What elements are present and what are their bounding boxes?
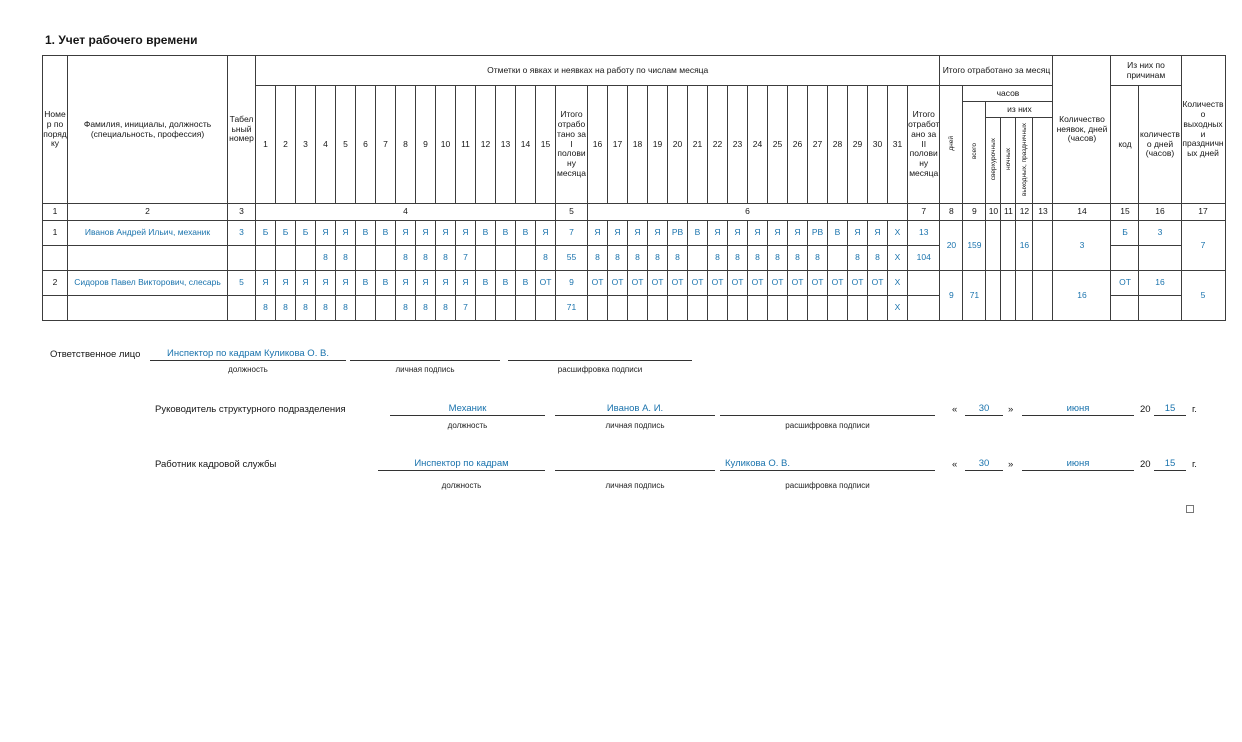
attendance-mark-cell: Я [848,221,868,246]
responsible-signature-line [350,346,500,361]
date-year-line: 15 [1154,401,1186,416]
attendance-mark-cell: В [476,271,496,296]
attendance-mark-cell: ОТ [668,271,688,296]
hours-cell [376,246,396,271]
hours-cell: 8 [788,246,808,271]
colnum-cell: 12 [1016,204,1033,221]
colnum-cell: 6 [588,204,908,221]
col-header-absences: Количество неявок, дней (часов) [1053,56,1111,204]
hours-cell: 8 [768,246,788,271]
employee-name-spacer [68,296,228,321]
attendance-mark-cell: Я [296,271,316,296]
tab-number-spacer [228,296,256,321]
attendance-mark-cell: Я [316,221,336,246]
attendance-mark-cell: В [496,221,516,246]
responsible-label: Ответственное лицо [50,349,141,360]
attendance-mark-cell: Я [628,221,648,246]
hours-cell [768,296,788,321]
month-hours: 159 [963,221,986,271]
attendance-mark-cell: ОТ [748,271,768,296]
colnum-cell: 5 [556,204,588,221]
attendance-mark-cell: Я [416,271,436,296]
hours-cell: 8 [436,296,456,321]
colnum-cell: 9 [963,204,986,221]
attendance-mark-cell: ОТ [728,271,748,296]
night-hours-value [1001,271,1016,321]
hours-cell [256,246,276,271]
day-number-cell: 15 [536,86,556,204]
colnum-cell: 10 [986,204,1001,221]
day-number-cell: 30 [868,86,888,204]
second-half-total-days: 13 [908,221,940,246]
tab-number: 5 [228,271,256,296]
col-header-hours-total [963,102,986,204]
attendance-mark-cell: ОТ [828,271,848,296]
hours-cell [828,246,848,271]
attendance-mark-cell: Я [276,271,296,296]
hours-cell [608,296,628,321]
attendance-mark-cell: В [496,271,516,296]
hours-cell [848,296,868,321]
attendance-mark-cell: Я [536,221,556,246]
attendance-mark-cell: В [476,221,496,246]
transcript-sublabel: расшифровка подписи [785,421,870,430]
hours-cell: 8 [276,296,296,321]
section-title: 1. Учет рабочего времени [45,33,198,47]
attendance-mark-cell: В [828,221,848,246]
signature-sublabel: личная подпись [605,481,665,490]
col-header-of-them: из них [986,102,1053,118]
colnum-cell: 17 [1181,204,1225,221]
attendance-mark-cell: Я [728,221,748,246]
date-close-quote: » [1008,404,1014,415]
corner-box [1186,505,1194,513]
attendance-mark-cell: Я [788,221,808,246]
date-close-quote: » [1008,459,1014,470]
col-header-code: код [1111,86,1139,204]
row-ordinal: 1 [43,221,68,246]
hours-cell: 8 [416,296,436,321]
night-vertical-label: ночных [1004,148,1012,171]
hours-cell: 8 [396,296,416,321]
signature-sublabel: личная подпись [395,365,455,374]
attendance-mark-cell: ОТ [848,271,868,296]
hours-cell [476,296,496,321]
weekend-days-value: 5 [1181,271,1225,321]
date-open-quote: « [952,459,958,470]
position-sublabel: должность [447,421,488,430]
hours-cell: 8 [808,246,828,271]
month-days: 9 [940,271,963,321]
day-number-cell: 17 [608,86,628,204]
position-sublabel: должность [228,365,268,374]
day-number-cell: 16 [588,86,608,204]
attendance-mark-cell: Я [336,271,356,296]
day-number-cell: 7 [376,86,396,204]
hours-cell: 8 [728,246,748,271]
colnum-cell: 13 [1033,204,1053,221]
attendance-mark-cell: Б [256,221,276,246]
hours-cell [628,296,648,321]
day-number-cell: 11 [456,86,476,204]
second-half-total-days [908,271,940,296]
reason-code: ОТ [1111,271,1139,296]
day-number-cell: 18 [628,86,648,204]
attendance-mark-cell: Я [708,221,728,246]
hours-cell: 8 [256,296,276,321]
day-number-cell: 12 [476,86,496,204]
attendance-mark-cell: Б [296,221,316,246]
day-number-cell: 2 [276,86,296,204]
hours-cell [828,296,848,321]
attendance-mark-cell: РВ [668,221,688,246]
transcript-sublabel: расшифровка подписи [557,365,643,374]
row-ordinal-spacer [43,246,68,271]
reason-days-spacer [1139,246,1181,271]
tab-number-spacer [228,246,256,271]
reason-code: Б [1111,221,1139,246]
col-header-total-second-half: Итого отработано за II половину месяца [908,86,940,204]
colnum-cell: 2 [68,204,228,221]
attendance-mark-cell: Я [648,221,668,246]
days-vertical-label: дней [947,135,955,151]
hours-cell: 8 [608,246,628,271]
col-header-number: Номер по порядку [43,56,68,204]
colnum-cell: 8 [940,204,963,221]
attendance-mark-cell: ОТ [868,271,888,296]
attendance-mark-cell: Я [436,271,456,296]
absences-value: 16 [1053,271,1111,321]
attendance-mark-cell: ОТ [536,271,556,296]
attendance-mark-cell: ОТ [808,271,828,296]
day-number-cell: 9 [416,86,436,204]
day-number-cell: 28 [828,86,848,204]
row-ordinal: 2 [43,271,68,296]
day-number-cell: 21 [688,86,708,204]
hours-cell: 8 [316,246,336,271]
head-transcript-line [720,401,935,416]
second-half-total-hours [908,296,940,321]
day-number-cell: 8 [396,86,416,204]
col-header-name: Фамилия, инициалы, должность (специальность, профессия) [68,56,228,204]
attendance-mark-cell: Я [396,221,416,246]
reason-days-spacer [1139,296,1181,321]
col-header-night [1001,118,1016,204]
hours-cell [516,296,536,321]
first-half-total-hours: 55 [556,246,588,271]
attendance-mark-cell: Я [336,221,356,246]
head-name-line: Иванов А. И. [555,401,715,416]
attendance-mark-cell: Я [256,271,276,296]
employee-name: Иванов Андрей Ильич, механик [68,221,228,246]
colnum-cell: 4 [256,204,556,221]
attendance-mark-cell: Б [276,221,296,246]
hours-cell: 8 [588,246,608,271]
col13-value [1033,221,1053,271]
hours-cell: Х [888,246,908,271]
month-days: 20 [940,221,963,271]
date-day-line: 30 [965,456,1003,471]
hours-cell [868,296,888,321]
date-month-line: июня [1022,401,1134,416]
overtime-hours-value [986,221,1001,271]
attendance-mark-cell: ОТ [708,271,728,296]
attendance-mark-cell: ОТ [648,271,668,296]
hours-cell: 8 [296,296,316,321]
attendance-mark-cell: ОТ [688,271,708,296]
hours-cell [296,246,316,271]
hours-cell [536,296,556,321]
day-number-cell: 10 [436,86,456,204]
day-number-cell: 24 [748,86,768,204]
absences-value: 3 [1053,221,1111,271]
attendance-mark-cell: Я [456,221,476,246]
col-header-weekend-days: Количество выходных и праздничных дней [1181,56,1225,204]
attendance-mark-cell: В [356,221,376,246]
hours-cell [476,246,496,271]
attendance-mark-cell: Х [888,271,908,296]
colnum-cell: 14 [1053,204,1111,221]
first-half-total-hours: 71 [556,296,588,321]
col-header-hours: часов [963,86,1053,102]
hours-cell [808,296,828,321]
hours-cell: 8 [436,246,456,271]
date-suffix: г. [1192,404,1197,415]
weekend-vertical-label: выходных, праздничных [1020,122,1028,196]
day-number-cell: 4 [316,86,336,204]
reason-days: 3 [1139,221,1181,246]
hours-cell: 8 [336,246,356,271]
attendance-mark-cell: В [376,271,396,296]
hours-cell: 8 [848,246,868,271]
hours-cell [708,296,728,321]
responsible-transcript-line [508,346,692,361]
date-open-quote: « [952,404,958,415]
attendance-mark-cell: ОТ [608,271,628,296]
day-number-cell: 13 [496,86,516,204]
attendance-mark-cell: ОТ [788,271,808,296]
day-number-cell: 19 [648,86,668,204]
attendance-mark-cell: Я [588,221,608,246]
hours-cell: Х [888,296,908,321]
day-number-cell: 20 [668,86,688,204]
hours-cell [516,246,536,271]
date-suffix: г. [1192,459,1197,470]
hours-cell: 8 [396,246,416,271]
hours-cell [748,296,768,321]
second-half-total-hours: 104 [908,246,940,271]
signature-sublabel: личная подпись [605,421,665,430]
hours-cell: 8 [668,246,688,271]
col-header-by-reason: Из них по причинам [1111,56,1181,86]
date-century: 20 [1140,459,1151,470]
attendance-mark-cell: Я [436,221,456,246]
date-year-line: 15 [1154,456,1186,471]
date-month-line: июня [1022,456,1134,471]
hours-cell: 8 [748,246,768,271]
col-header-month-total: Итого отработано за месяц [940,56,1053,86]
reason-code-spacer [1111,296,1139,321]
col-header-overtime [986,118,1001,204]
hours-cell [668,296,688,321]
col-header-13 [1033,118,1053,204]
day-number-cell: 26 [788,86,808,204]
attendance-mark-cell: Я [748,221,768,246]
weekend-days-value: 7 [1181,221,1225,271]
attendance-mark-cell: Х [888,221,908,246]
day-number-cell: 22 [708,86,728,204]
employee-name: Сидоров Павел Викторович, слесарь [68,271,228,296]
hours-cell: 8 [708,246,728,271]
hours-cell [376,296,396,321]
colnum-cell: 3 [228,204,256,221]
attendance-mark-cell: Я [416,221,436,246]
position-sublabel: должность [441,481,482,490]
attendance-mark-cell: В [376,221,396,246]
attendance-mark-cell: В [516,271,536,296]
hours-cell [276,246,296,271]
col-header-tab-number: Табельный номер [228,56,256,204]
hours-cell: 8 [648,246,668,271]
row-ordinal-spacer [43,296,68,321]
attendance-mark-cell: РВ [808,221,828,246]
hours-cell: 8 [316,296,336,321]
hr-signature-line [555,456,715,471]
day-number-cell: 29 [848,86,868,204]
day-number-cell: 31 [888,86,908,204]
hours-cell [648,296,668,321]
colnum-cell: 7 [908,204,940,221]
attendance-mark-cell: Я [868,221,888,246]
col-header-days [940,86,963,204]
date-century: 20 [1140,404,1151,415]
attendance-mark-cell: Я [396,271,416,296]
first-half-total-days: 7 [556,221,588,246]
hours-cell: 8 [336,296,356,321]
day-number-cell: 3 [296,86,316,204]
hr-label: Работник кадровой службы [155,459,277,470]
hours-cell [728,296,748,321]
attendance-mark-cell: Я [608,221,628,246]
month-hours: 71 [963,271,986,321]
reason-code-spacer [1111,246,1139,271]
reason-days: 16 [1139,271,1181,296]
attendance-mark-cell: Я [316,271,336,296]
overtime-vertical-label: сверхурочных [989,138,997,181]
col13-value [1033,271,1053,321]
weekend-hours-value: 16 [1016,221,1033,271]
col-header-marks: Отметки о явках и неявках на работу по числам месяца [256,56,940,86]
hours-cell: 8 [416,246,436,271]
weekend-hours-value [1016,271,1033,321]
attendance-mark-cell: ОТ [768,271,788,296]
colnum-cell: 16 [1139,204,1181,221]
total-vertical-label: всего [970,143,978,160]
day-number-cell: 1 [256,86,276,204]
hours-cell [356,246,376,271]
hours-cell [496,246,516,271]
employee-name-spacer [68,246,228,271]
attendance-mark-cell: ОТ [628,271,648,296]
day-number-cell: 5 [336,86,356,204]
head-label: Руководитель структурного подразделения [155,404,346,415]
hr-position-line: Инспектор по кадрам [378,456,545,471]
day-number-cell: 6 [356,86,376,204]
attendance-mark-cell: Я [768,221,788,246]
hours-cell: 7 [456,296,476,321]
attendance-mark-cell: ОТ [588,271,608,296]
col-header-reason-qty: количество дней (часов) [1139,86,1181,204]
first-half-total-days: 9 [556,271,588,296]
hours-cell [788,296,808,321]
responsible-value-line: Инспектор по кадрам Куликова О. В. [150,346,346,361]
colnum-cell: 15 [1111,204,1139,221]
day-number-cell: 25 [768,86,788,204]
day-number-cell: 27 [808,86,828,204]
hours-cell [496,296,516,321]
date-day-line: 30 [965,401,1003,416]
hours-cell: 8 [536,246,556,271]
overtime-hours-value [986,271,1001,321]
attendance-mark-cell: В [688,221,708,246]
attendance-mark-cell: Я [456,271,476,296]
hours-cell [356,296,376,321]
tab-number: 3 [228,221,256,246]
day-number-cell: 23 [728,86,748,204]
transcript-sublabel: расшифровка подписи [785,481,870,490]
attendance-mark-cell: В [516,221,536,246]
hours-cell [688,296,708,321]
col-header-total-first-half: Итого отработано за I половину месяца [556,86,588,204]
timesheet-table [42,55,1226,321]
hours-cell: 7 [456,246,476,271]
hours-cell [688,246,708,271]
night-hours-value [1001,221,1016,271]
hr-name-line: Куликова О. В. [720,456,935,471]
colnum-cell: 11 [1001,204,1016,221]
col-header-weekend-hours [1016,118,1033,204]
hours-cell: 8 [868,246,888,271]
colnum-cell: 1 [43,204,68,221]
day-number-cell: 14 [516,86,536,204]
hours-cell [588,296,608,321]
hours-cell: 8 [628,246,648,271]
head-position-line: Механик [390,401,545,416]
attendance-mark-cell: В [356,271,376,296]
